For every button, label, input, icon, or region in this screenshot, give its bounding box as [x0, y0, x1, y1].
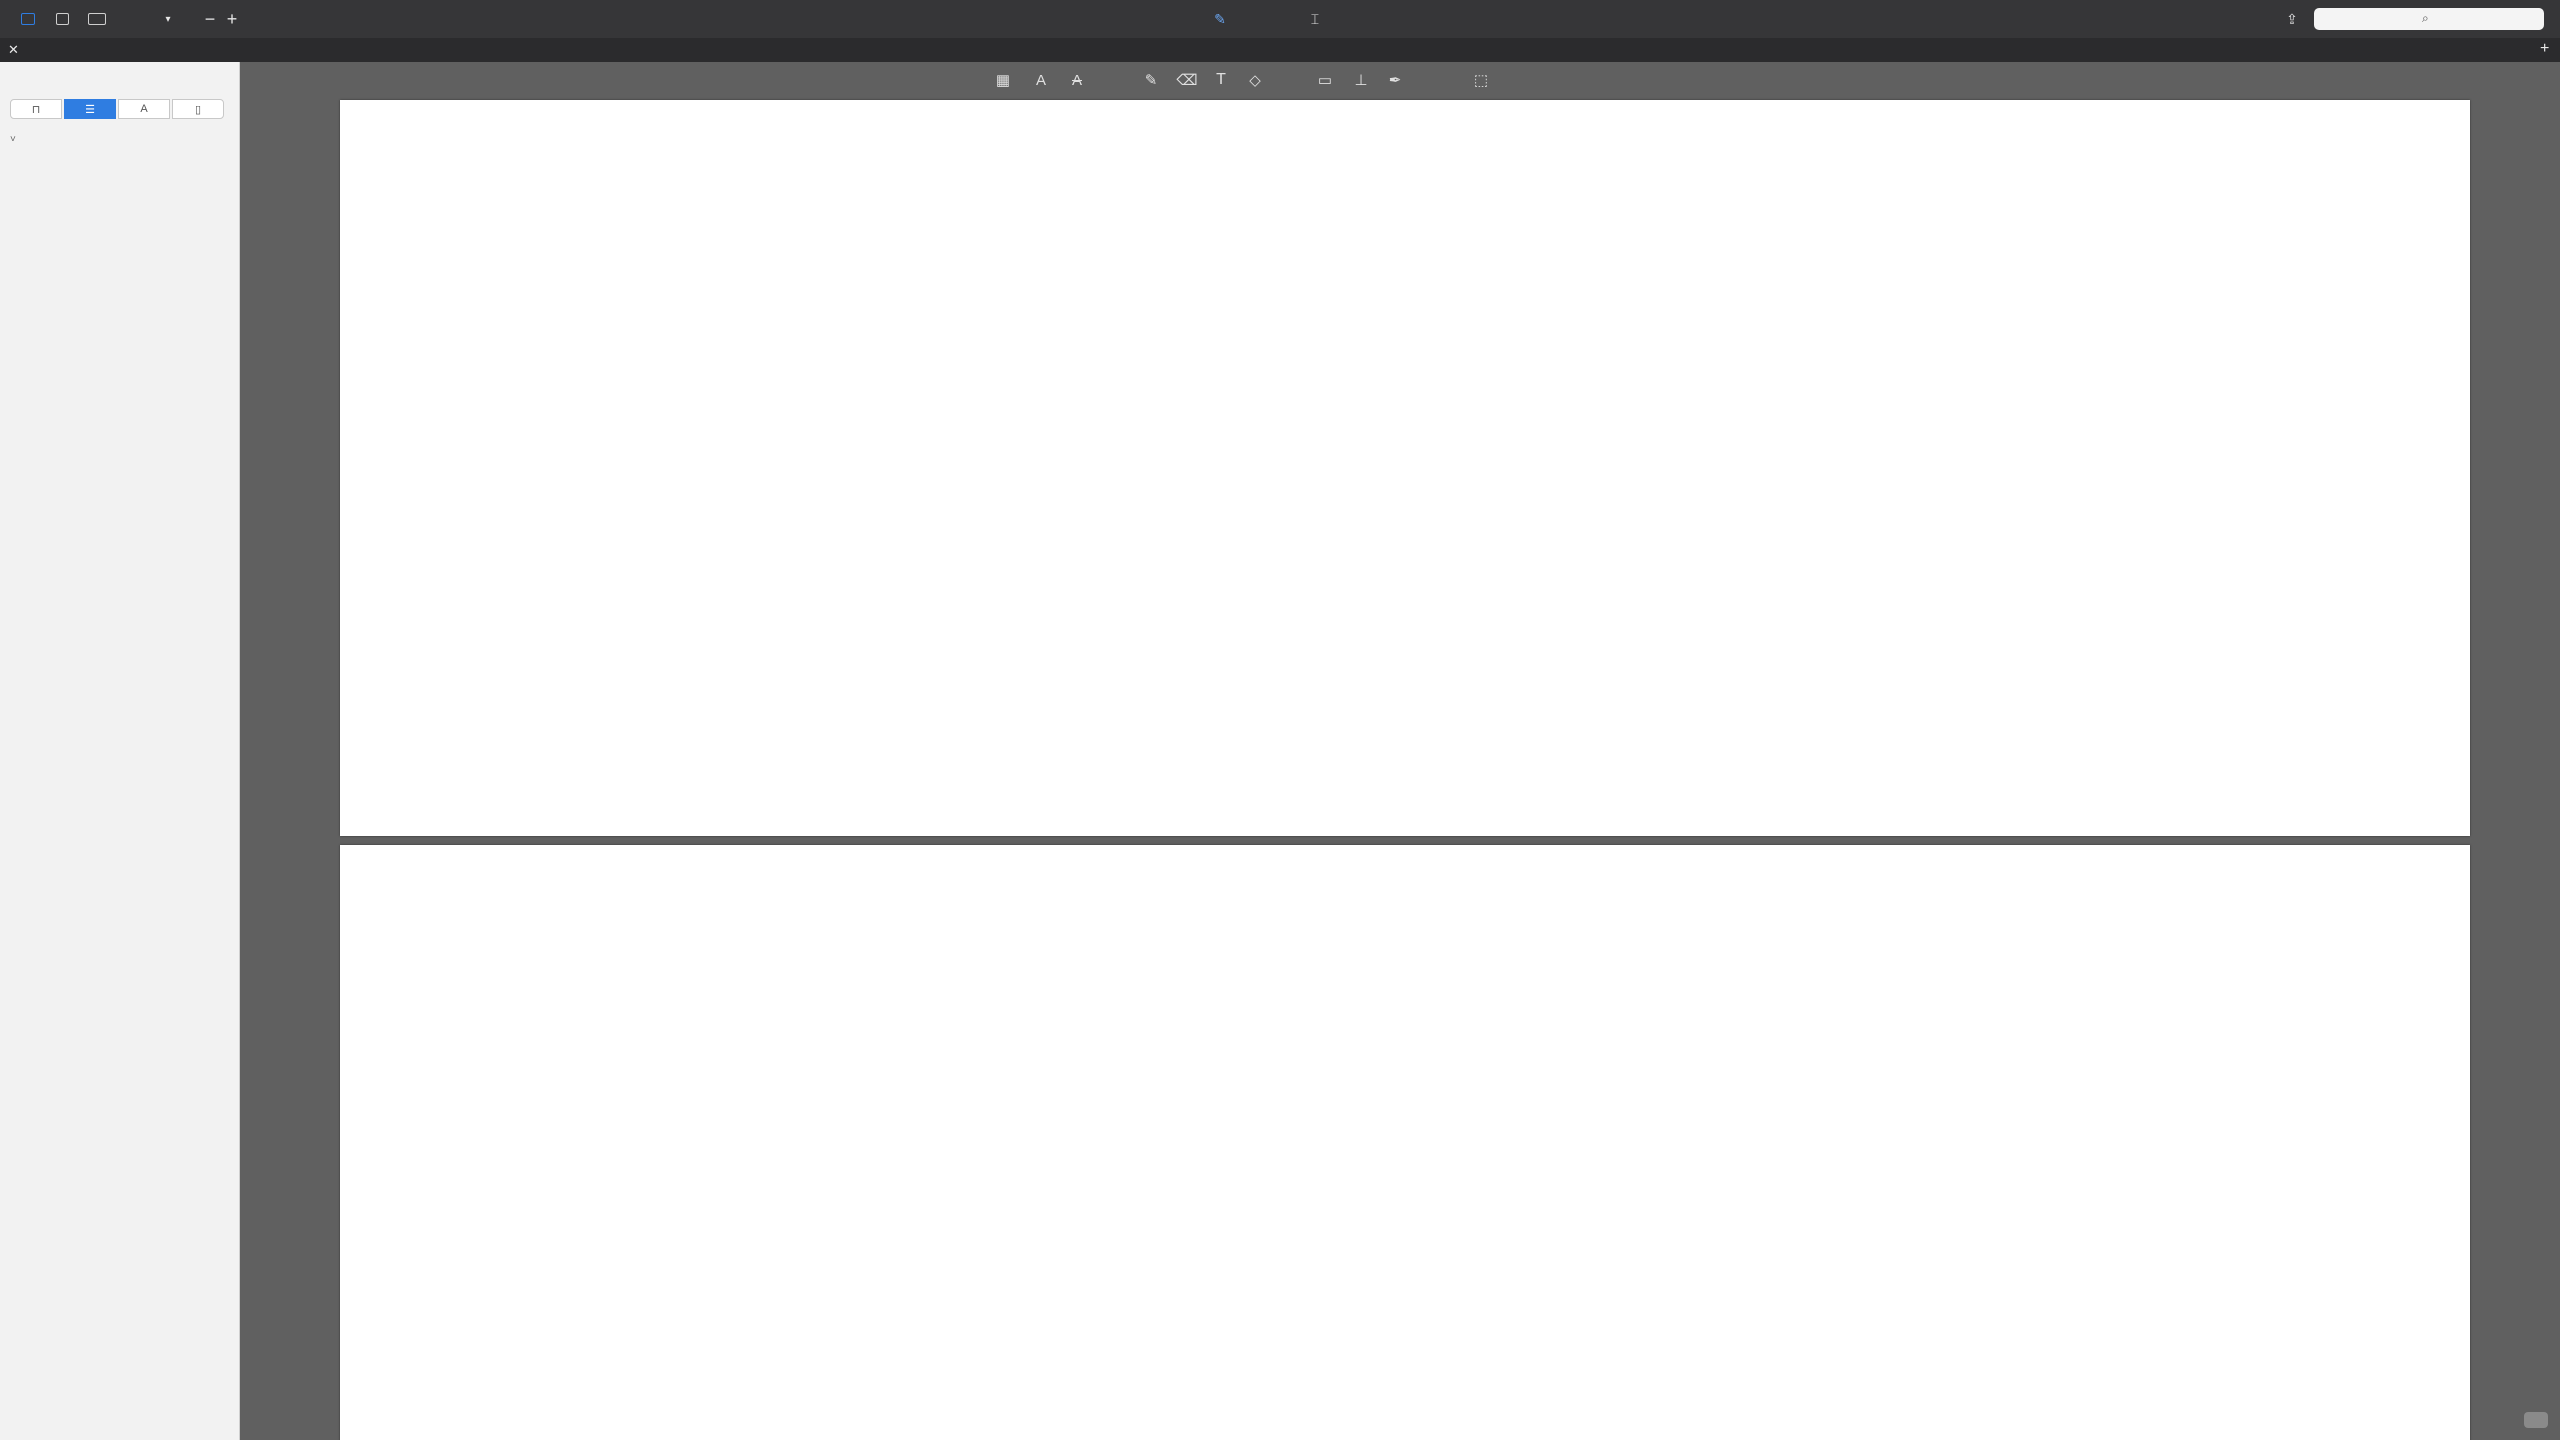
shapes-icon[interactable]: ◇: [1249, 72, 1261, 89]
page-spread-527: [340, 100, 2470, 836]
edit-button[interactable]: [1290, 9, 1348, 29]
annotate-button[interactable]: [1178, 9, 1270, 29]
select-area-icon[interactable]: ⬚: [1473, 72, 1489, 89]
strikethrough-icon[interactable]: A: [1071, 71, 1082, 89]
eraser-icon[interactable]: ⌫: [1176, 72, 1198, 89]
document-viewer[interactable]: [240, 62, 2560, 1440]
annotation-toolbar: [240, 62, 2560, 98]
toc-root[interactable]: [0, 134, 239, 154]
annotation-icon: A: [140, 103, 148, 115]
outline-tab[interactable]: [64, 99, 116, 119]
outline-sidebar: [0, 62, 240, 1440]
chevron-down-icon: ˅: [10, 134, 16, 145]
tab-bar: [0, 38, 2560, 62]
zoom-out-button[interactable]: −: [204, 8, 216, 29]
zoom-select[interactable]: [140, 10, 190, 28]
share-icon[interactable]: ⇪: [2286, 10, 2298, 27]
new-tab-button[interactable]: +: [2540, 40, 2550, 57]
annotations-tab[interactable]: [118, 99, 170, 119]
page-counter: [2524, 1412, 2548, 1428]
sidebar-toggle-icon[interactable]: [18, 11, 38, 27]
pages-tab[interactable]: [172, 99, 224, 119]
signature-icon[interactable]: ✒: [1388, 72, 1402, 89]
pencil-icon[interactable]: ✎: [1144, 72, 1158, 89]
text-tool-icon[interactable]: T: [1216, 71, 1226, 88]
text-edit-icon: ⌶: [1310, 10, 1320, 27]
text-box-icon[interactable]: ▦: [995, 72, 1011, 89]
highlight-text-icon[interactable]: A: [1035, 71, 1046, 89]
search-input[interactable]: [2314, 8, 2544, 30]
top-toolbar: [0, 0, 2560, 38]
page-view-icon[interactable]: [86, 11, 108, 27]
close-tab-icon[interactable]: ✕: [8, 42, 19, 57]
search-icon: ⌕: [2422, 11, 2429, 25]
stamp-icon[interactable]: ⊥: [1354, 72, 1368, 89]
list-icon: ☰: [85, 103, 95, 116]
page-spread-528: [340, 845, 2470, 1440]
pen-icon: ✎: [1214, 10, 1226, 27]
bookmarks-tab[interactable]: [10, 99, 62, 119]
chevron-down-icon: ▾: [165, 13, 171, 25]
bookmark-icon: ⊓: [31, 103, 41, 116]
zoom-in-button[interactable]: +: [226, 8, 238, 29]
comment-icon[interactable]: ▭: [1317, 72, 1333, 89]
grid-view-icon[interactable]: [52, 11, 72, 27]
page-icon: ▯: [194, 103, 202, 116]
